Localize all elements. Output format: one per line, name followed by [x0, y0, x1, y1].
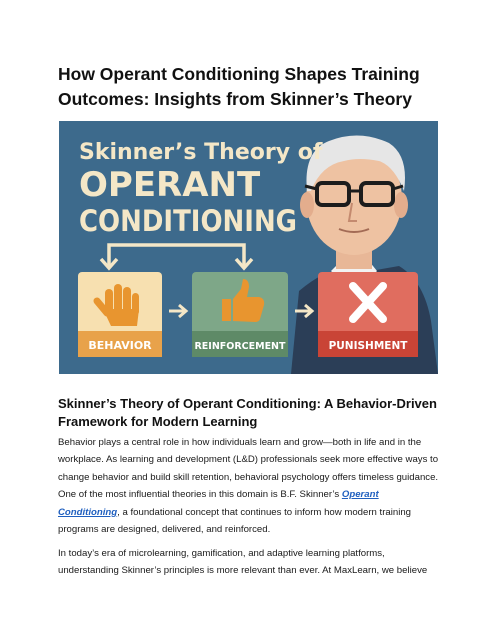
paragraph-1: [58, 434, 440, 538]
paragraph-1-text: Behavior plays a central role in how individuals learn and grow—both in life and in the workplace. As learning and development (L&D) professionals seek more effective ways to change behavior and build skill retention, behavioral psychology offers timeless guidance. One of the most influential theories in this domain is B.F. Skinner’s: [58, 437, 439, 501]
hero-title-line3: CONDITIONING: [79, 204, 297, 238]
operant-conditioning-link[interactable]: Operant Conditioning: [58, 489, 379, 518]
hero-title-line2: OPERANT: [79, 165, 261, 205]
paragraph-1-text-end: , a foundational concept that continues to inform how modern training programs are designed, delivered, and reinforced.: [58, 506, 412, 536]
hero-image: [59, 121, 438, 374]
page-title: How Operant Conditioning Shapes Training Outcomes: Insights from Skinner’s Theory: [58, 64, 420, 109]
punishment-label: PUNISHMENT: [328, 340, 408, 352]
section-heading: Skinner’s Theory of Operant Conditioning: A Behavior-Driven Framework for Modern Learning: [58, 396, 437, 429]
behavior-label: BEHAVIOR: [88, 339, 152, 352]
reinforcement-label: REINFORCEMENT: [194, 341, 286, 352]
behavior-card: [78, 272, 162, 357]
hero-title-line1: Skinner’s Theory of: [79, 140, 323, 165]
reinforcement-card: [192, 272, 288, 357]
paragraph-2: In today’s era of microlearning, gamification, and adaptive learning platforms, understanding Skinner’s principles is more relevant than ever. At MaxLearn, we believe: [58, 548, 428, 577]
punishment-card: [318, 272, 418, 357]
